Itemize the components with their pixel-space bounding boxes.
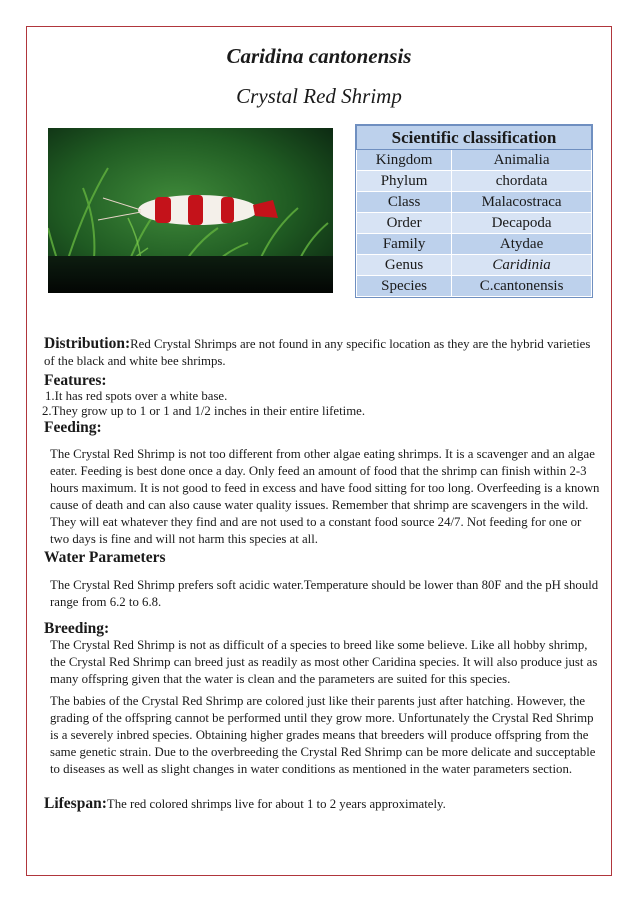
rank-cell: Class: [357, 192, 452, 213]
breeding-heading: Breeding:: [44, 620, 110, 637]
water-text: The Crystal Red Shrimp prefers soft acidic water.Temperature should be lower than 80F and the pH should range from 6.2 to 6.8.: [50, 578, 599, 609]
page-title: Caridina cantonensis: [226, 44, 412, 68]
feeding-heading: Feeding:: [44, 419, 102, 436]
classification-header: Scientific classification: [357, 126, 592, 150]
value-cell: Decapoda: [452, 213, 592, 234]
features-item: 1.It has red spots over a white base.: [45, 389, 228, 403]
lifespan-section: [44, 795, 596, 813]
distribution-heading: Distribution:: [44, 335, 131, 352]
rank-cell: Phylum: [357, 171, 452, 192]
features-heading: Features:: [44, 372, 107, 389]
rank-cell: Order: [357, 213, 452, 234]
rank-cell: Genus: [357, 255, 452, 276]
distribution-section: [44, 335, 596, 370]
table-row: [357, 150, 592, 171]
feeding-text: The Crystal Red Shrimp is not too different from other algae eating shrimps. It is a scavenger and an algae eater. Feeding is best done once a day. Only feed an amount of food that the shrimp can finish within 2-3 hours maximum. It is not good to feed in excess and have food sitting for too long. Overfeeding is a known cause of death and can also cause water quality issues. Remember that shrimp are scavengers in the wild. They will eat whatever they find and are not used to a constant food source 24/7. Not feeding for one or two days is fine and will not harm this species at all.: [50, 447, 600, 546]
breeding-paragraph-1: The Crystal Red Shrimp is not as difficult of a species to breed like some believe. Like all hobby shrimp, the Crystal Red Shrimp can breed just as readily as most other Caridina species. It will also produce just as many offspring given that the water is clean and the parameters are suited for this species.: [50, 638, 598, 686]
rank-cell: Kingdom: [357, 150, 452, 171]
value-cell: Atydae: [452, 234, 592, 255]
table-row: [357, 255, 592, 276]
value-cell: Animalia: [452, 150, 592, 171]
value-cell: Caridinia: [452, 255, 592, 276]
classification-table: [356, 125, 592, 297]
distribution-text: Red Crystal Shrimps are not found in any specific location as they are the hybrid varieties of the black and white bee shrimps.: [44, 337, 591, 368]
value-cell: Malacostraca: [452, 192, 592, 213]
table-row: [357, 171, 592, 192]
value-cell: chordata: [452, 171, 592, 192]
shrimp-photo: [48, 128, 333, 293]
table-row: [357, 213, 592, 234]
rank-cell: Species: [357, 276, 452, 297]
rank-cell: Family: [357, 234, 452, 255]
breeding-paragraph-2: The babies of the Crystal Red Shrimp are colored just like their parents just after hatching. However, the grading of the offspring cannot be performed until they grow more. Unfortunately the Crystal Red Shrimp is a severely inbred species. Obtaining higher grades means that breeders will produce offspring from the same genetic strain. Due to the overbreeding the Crystal Red Shrimp can be more delicate and succeptable to diseases as well as slight changes in water conditions as mentioned in the water parameters section.: [50, 694, 596, 776]
lifespan-text: The red colored shrimps live for about 1 to 2 years approximately.: [106, 797, 446, 811]
lifespan-heading: Lifespan:: [44, 795, 107, 812]
value-cell: C.cantonensis: [452, 276, 592, 297]
water-heading: Water Parameters: [44, 549, 166, 566]
table-row: [357, 276, 592, 297]
table-row: [357, 192, 592, 213]
page-subtitle: Crystal Red Shrimp: [236, 84, 402, 108]
table-row: [357, 234, 592, 255]
features-item: 2.They grow up to 1 or 1 and 1/2 inches in their entire lifetime.: [42, 404, 366, 418]
